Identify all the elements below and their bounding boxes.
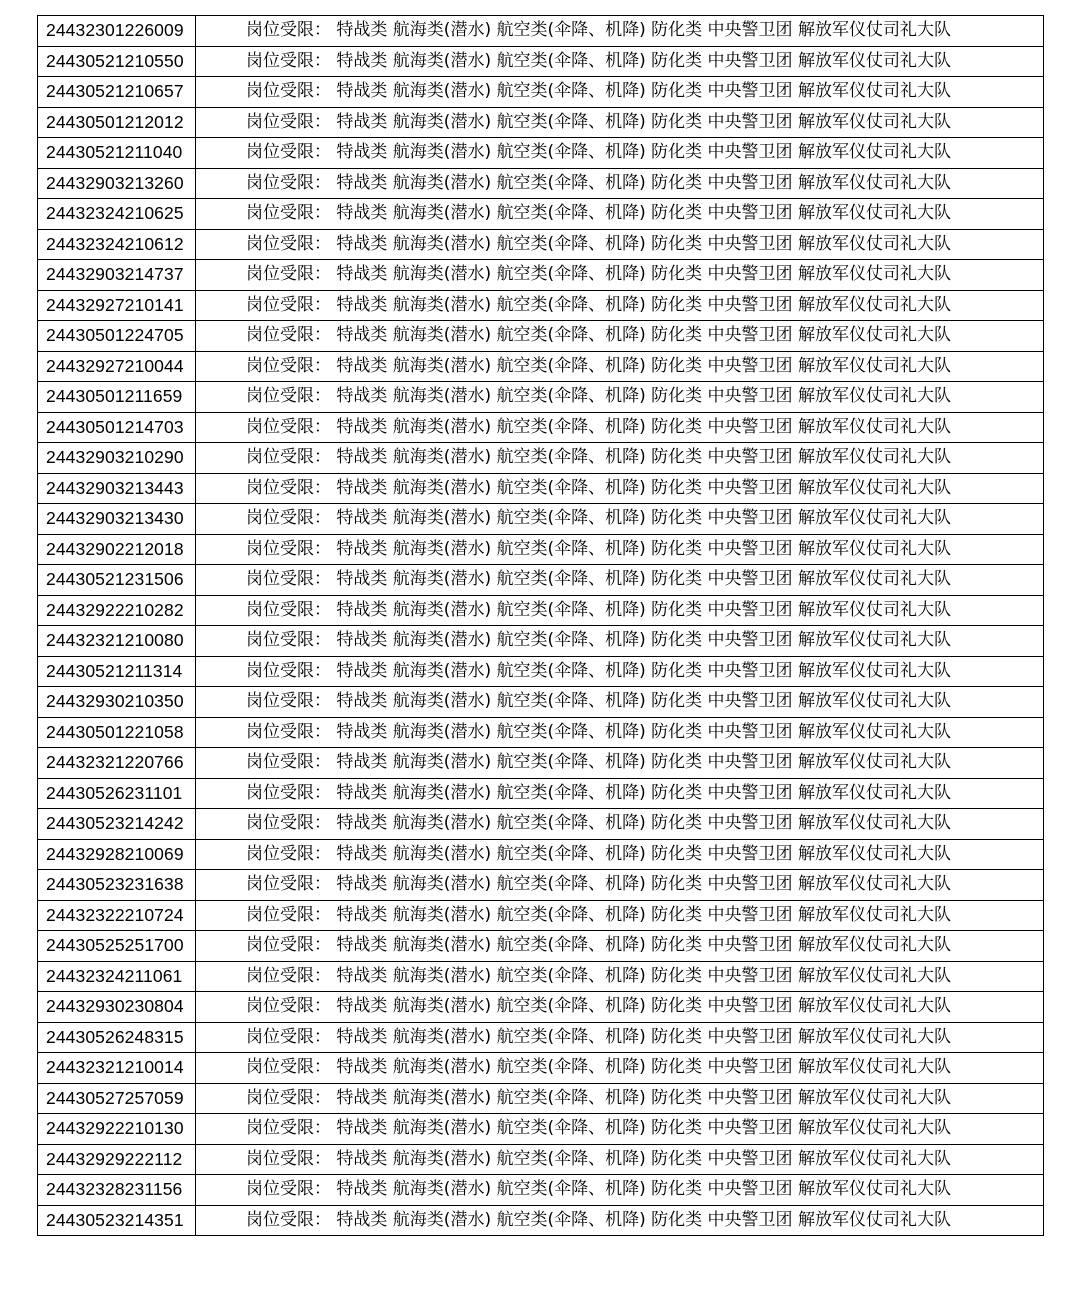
- restriction-note-cell: 岗位受限： 特战类 航海类(潜水) 航空类(伞降、机降) 防化类 中央警卫团 解放军仪仗司礼大队: [196, 1205, 1044, 1236]
- table-row: [38, 1114, 1044, 1145]
- restriction-note-cell: 岗位受限： 特战类 航海类(潜水) 航空类(伞降、机降) 防化类 中央警卫团 解放军仪仗司礼大队: [196, 77, 1044, 108]
- restriction-note-cell: 岗位受限： 特战类 航海类(潜水) 航空类(伞降、机降) 防化类 中央警卫团 解放军仪仗司礼大队: [196, 138, 1044, 169]
- restriction-note-cell: 岗位受限： 特战类 航海类(潜水) 航空类(伞降、机降) 防化类 中央警卫团 解放军仪仗司礼大队: [196, 260, 1044, 291]
- restriction-note-cell: 岗位受限： 特战类 航海类(潜水) 航空类(伞降、机降) 防化类 中央警卫团 解放军仪仗司礼大队: [196, 687, 1044, 718]
- table-row: [38, 1083, 1044, 1114]
- table-row: [38, 565, 1044, 596]
- restriction-note-cell: 岗位受限： 特战类 航海类(潜水) 航空类(伞降、机降) 防化类 中央警卫团 解放军仪仗司礼大队: [196, 504, 1044, 535]
- restriction-note-cell: 岗位受限： 特战类 航海类(潜水) 航空类(伞降、机降) 防化类 中央警卫团 解放军仪仗司礼大队: [196, 900, 1044, 931]
- table-row: [38, 1053, 1044, 1084]
- candidate-id-cell: 24430501211659: [38, 382, 196, 413]
- candidate-table: [37, 15, 1044, 1236]
- table-row: [38, 717, 1044, 748]
- table-row: [38, 382, 1044, 413]
- candidate-id-cell: 24432324210625: [38, 199, 196, 230]
- restriction-note-cell: 岗位受限： 特战类 航海类(潜水) 航空类(伞降、机降) 防化类 中央警卫团 解放军仪仗司礼大队: [196, 16, 1044, 47]
- restriction-note-cell: 岗位受限： 特战类 航海类(潜水) 航空类(伞降、机降) 防化类 中央警卫团 解放军仪仗司礼大队: [196, 565, 1044, 596]
- table-row: [38, 534, 1044, 565]
- candidate-id-cell: 24432324211061: [38, 961, 196, 992]
- candidate-id-cell: 24432903213260: [38, 168, 196, 199]
- candidate-id-cell: 24430523214242: [38, 809, 196, 840]
- candidate-id-cell: 24430521211314: [38, 656, 196, 687]
- restriction-note-cell: 岗位受限： 特战类 航海类(潜水) 航空类(伞降、机降) 防化类 中央警卫团 解放军仪仗司礼大队: [196, 412, 1044, 443]
- candidate-id-cell: 24430501214703: [38, 412, 196, 443]
- restriction-note-cell: 岗位受限： 特战类 航海类(潜水) 航空类(伞降、机降) 防化类 中央警卫团 解放军仪仗司礼大队: [196, 321, 1044, 352]
- restriction-note-cell: 岗位受限： 特战类 航海类(潜水) 航空类(伞降、机降) 防化类 中央警卫团 解放军仪仗司礼大队: [196, 351, 1044, 382]
- table-row: [38, 107, 1044, 138]
- restriction-note-cell: 岗位受限： 特战类 航海类(潜水) 航空类(伞降、机降) 防化类 中央警卫团 解放军仪仗司礼大队: [196, 290, 1044, 321]
- table-row: [38, 931, 1044, 962]
- candidate-id-cell: 24430521210550: [38, 46, 196, 77]
- table-row: [38, 260, 1044, 291]
- candidate-id-cell: 24432930210350: [38, 687, 196, 718]
- restriction-note-cell: 岗位受限： 特战类 航海类(潜水) 航空类(伞降、机降) 防化类 中央警卫团 解放军仪仗司礼大队: [196, 1114, 1044, 1145]
- table-row: [38, 748, 1044, 779]
- table-row: [38, 138, 1044, 169]
- table-row: [38, 595, 1044, 626]
- table-row: [38, 1175, 1044, 1206]
- table-row: [38, 46, 1044, 77]
- table-row: [38, 443, 1044, 474]
- table-row: [38, 1144, 1044, 1175]
- restriction-note-cell: 岗位受限： 特战类 航海类(潜水) 航空类(伞降、机降) 防化类 中央警卫团 解放军仪仗司礼大队: [196, 748, 1044, 779]
- table-row: [38, 839, 1044, 870]
- restriction-note-cell: 岗位受限： 特战类 航海类(潜水) 航空类(伞降、机降) 防化类 中央警卫团 解放军仪仗司礼大队: [196, 870, 1044, 901]
- restriction-note-cell: 岗位受限： 特战类 航海类(潜水) 航空类(伞降、机降) 防化类 中央警卫团 解放军仪仗司礼大队: [196, 473, 1044, 504]
- table-row: [38, 626, 1044, 657]
- restriction-note-cell: 岗位受限： 特战类 航海类(潜水) 航空类(伞降、机降) 防化类 中央警卫团 解放军仪仗司礼大队: [196, 839, 1044, 870]
- candidate-id-cell: 24430523231638: [38, 870, 196, 901]
- table-row: [38, 870, 1044, 901]
- table-row: [38, 290, 1044, 321]
- restriction-note-cell: 岗位受限： 特战类 航海类(潜水) 航空类(伞降、机降) 防化类 中央警卫团 解放军仪仗司礼大队: [196, 778, 1044, 809]
- candidate-id-cell: 24430521210657: [38, 77, 196, 108]
- table-row: [38, 16, 1044, 47]
- table-row: [38, 1205, 1044, 1236]
- restriction-note-cell: 岗位受限： 特战类 航海类(潜水) 航空类(伞降、机降) 防化类 中央警卫团 解放军仪仗司礼大队: [196, 1083, 1044, 1114]
- restriction-note-cell: 岗位受限： 特战类 航海类(潜水) 航空类(伞降、机降) 防化类 中央警卫团 解放军仪仗司礼大队: [196, 534, 1044, 565]
- table-row: [38, 961, 1044, 992]
- restriction-note-cell: 岗位受限： 特战类 航海类(潜水) 航空类(伞降、机降) 防化类 中央警卫团 解放军仪仗司礼大队: [196, 199, 1044, 230]
- restriction-note-cell: 岗位受限： 特战类 航海类(潜水) 航空类(伞降、机降) 防化类 中央警卫团 解放军仪仗司礼大队: [196, 382, 1044, 413]
- table-row: [38, 900, 1044, 931]
- restriction-note-cell: 岗位受限： 特战类 航海类(潜水) 航空类(伞降、机降) 防化类 中央警卫团 解放军仪仗司礼大队: [196, 961, 1044, 992]
- candidate-id-cell: 24432322210724: [38, 900, 196, 931]
- candidate-id-cell: 24432903213430: [38, 504, 196, 535]
- restriction-note-cell: 岗位受限： 特战类 航海类(潜水) 航空类(伞降、机降) 防化类 中央警卫团 解放军仪仗司礼大队: [196, 809, 1044, 840]
- candidate-id-cell: 24430501212012: [38, 107, 196, 138]
- candidate-id-cell: 24432321210014: [38, 1053, 196, 1084]
- restriction-note-cell: 岗位受限： 特战类 航海类(潜水) 航空类(伞降、机降) 防化类 中央警卫团 解放军仪仗司礼大队: [196, 931, 1044, 962]
- restriction-note-cell: 岗位受限： 特战类 航海类(潜水) 航空类(伞降、机降) 防化类 中央警卫团 解放军仪仗司礼大队: [196, 46, 1044, 77]
- candidate-id-cell: 24430527257059: [38, 1083, 196, 1114]
- candidate-id-cell: 24432321210080: [38, 626, 196, 657]
- candidate-id-cell: 24430501224705: [38, 321, 196, 352]
- table-row: [38, 656, 1044, 687]
- restriction-note-cell: 岗位受限： 特战类 航海类(潜水) 航空类(伞降、机降) 防化类 中央警卫团 解放军仪仗司礼大队: [196, 1144, 1044, 1175]
- restriction-note-cell: 岗位受限： 特战类 航海类(潜水) 航空类(伞降、机降) 防化类 中央警卫团 解放军仪仗司礼大队: [196, 992, 1044, 1023]
- table-row: [38, 778, 1044, 809]
- candidate-id-cell: 24432328231156: [38, 1175, 196, 1206]
- table-row: [38, 199, 1044, 230]
- table-row: [38, 229, 1044, 260]
- table-row: [38, 473, 1044, 504]
- restriction-note-cell: 岗位受限： 特战类 航海类(潜水) 航空类(伞降、机降) 防化类 中央警卫团 解放军仪仗司礼大队: [196, 717, 1044, 748]
- candidate-id-cell: 24430521231506: [38, 565, 196, 596]
- restriction-note-cell: 岗位受限： 特战类 航海类(潜水) 航空类(伞降、机降) 防化类 中央警卫团 解放军仪仗司礼大队: [196, 1175, 1044, 1206]
- candidate-id-cell: 24432902212018: [38, 534, 196, 565]
- candidate-table-body: [38, 16, 1044, 1236]
- candidate-id-cell: 24432927210044: [38, 351, 196, 382]
- candidate-id-cell: 24432903214737: [38, 260, 196, 291]
- table-row: [38, 351, 1044, 382]
- table-row: [38, 992, 1044, 1023]
- restriction-note-cell: 岗位受限： 特战类 航海类(潜水) 航空类(伞降、机降) 防化类 中央警卫团 解放军仪仗司礼大队: [196, 595, 1044, 626]
- table-row: [38, 1022, 1044, 1053]
- restriction-note-cell: 岗位受限： 特战类 航海类(潜水) 航空类(伞降、机降) 防化类 中央警卫团 解放军仪仗司礼大队: [196, 1053, 1044, 1084]
- candidate-id-cell: 24430525251700: [38, 931, 196, 962]
- candidate-id-cell: 24430521211040: [38, 138, 196, 169]
- restriction-note-cell: 岗位受限： 特战类 航海类(潜水) 航空类(伞降、机降) 防化类 中央警卫团 解放军仪仗司礼大队: [196, 656, 1044, 687]
- restriction-note-cell: 岗位受限： 特战类 航海类(潜水) 航空类(伞降、机降) 防化类 中央警卫团 解放军仪仗司礼大队: [196, 1022, 1044, 1053]
- restriction-note-cell: 岗位受限： 特战类 航海类(潜水) 航空类(伞降、机降) 防化类 中央警卫团 解放军仪仗司礼大队: [196, 107, 1044, 138]
- candidate-id-cell: 24432321220766: [38, 748, 196, 779]
- table-row: [38, 687, 1044, 718]
- table-row: [38, 412, 1044, 443]
- candidate-id-cell: 24432922210130: [38, 1114, 196, 1145]
- candidate-id-cell: 24432324210612: [38, 229, 196, 260]
- candidate-id-cell: 24432929222112: [38, 1144, 196, 1175]
- restriction-note-cell: 岗位受限： 特战类 航海类(潜水) 航空类(伞降、机降) 防化类 中央警卫团 解放军仪仗司礼大队: [196, 168, 1044, 199]
- table-row: [38, 504, 1044, 535]
- restriction-note-cell: 岗位受限： 特战类 航海类(潜水) 航空类(伞降、机降) 防化类 中央警卫团 解放军仪仗司礼大队: [196, 229, 1044, 260]
- candidate-id-cell: 24432927210141: [38, 290, 196, 321]
- candidate-id-cell: 24430526248315: [38, 1022, 196, 1053]
- candidate-id-cell: 24432903210290: [38, 443, 196, 474]
- candidate-id-cell: 24432922210282: [38, 595, 196, 626]
- candidate-id-cell: 24430523214351: [38, 1205, 196, 1236]
- candidate-id-cell: 24432903213443: [38, 473, 196, 504]
- candidate-id-cell: 24430501221058: [38, 717, 196, 748]
- candidate-id-cell: 24432301226009: [38, 16, 196, 47]
- restriction-note-cell: 岗位受限： 特战类 航海类(潜水) 航空类(伞降、机降) 防化类 中央警卫团 解放军仪仗司礼大队: [196, 443, 1044, 474]
- candidate-id-cell: 24430526231101: [38, 778, 196, 809]
- candidate-id-cell: 24432930230804: [38, 992, 196, 1023]
- restriction-note-cell: 岗位受限： 特战类 航海类(潜水) 航空类(伞降、机降) 防化类 中央警卫团 解放军仪仗司礼大队: [196, 626, 1044, 657]
- table-row: [38, 809, 1044, 840]
- table-row: [38, 321, 1044, 352]
- candidate-id-cell: 24432928210069: [38, 839, 196, 870]
- table-row: [38, 77, 1044, 108]
- table-row: [38, 168, 1044, 199]
